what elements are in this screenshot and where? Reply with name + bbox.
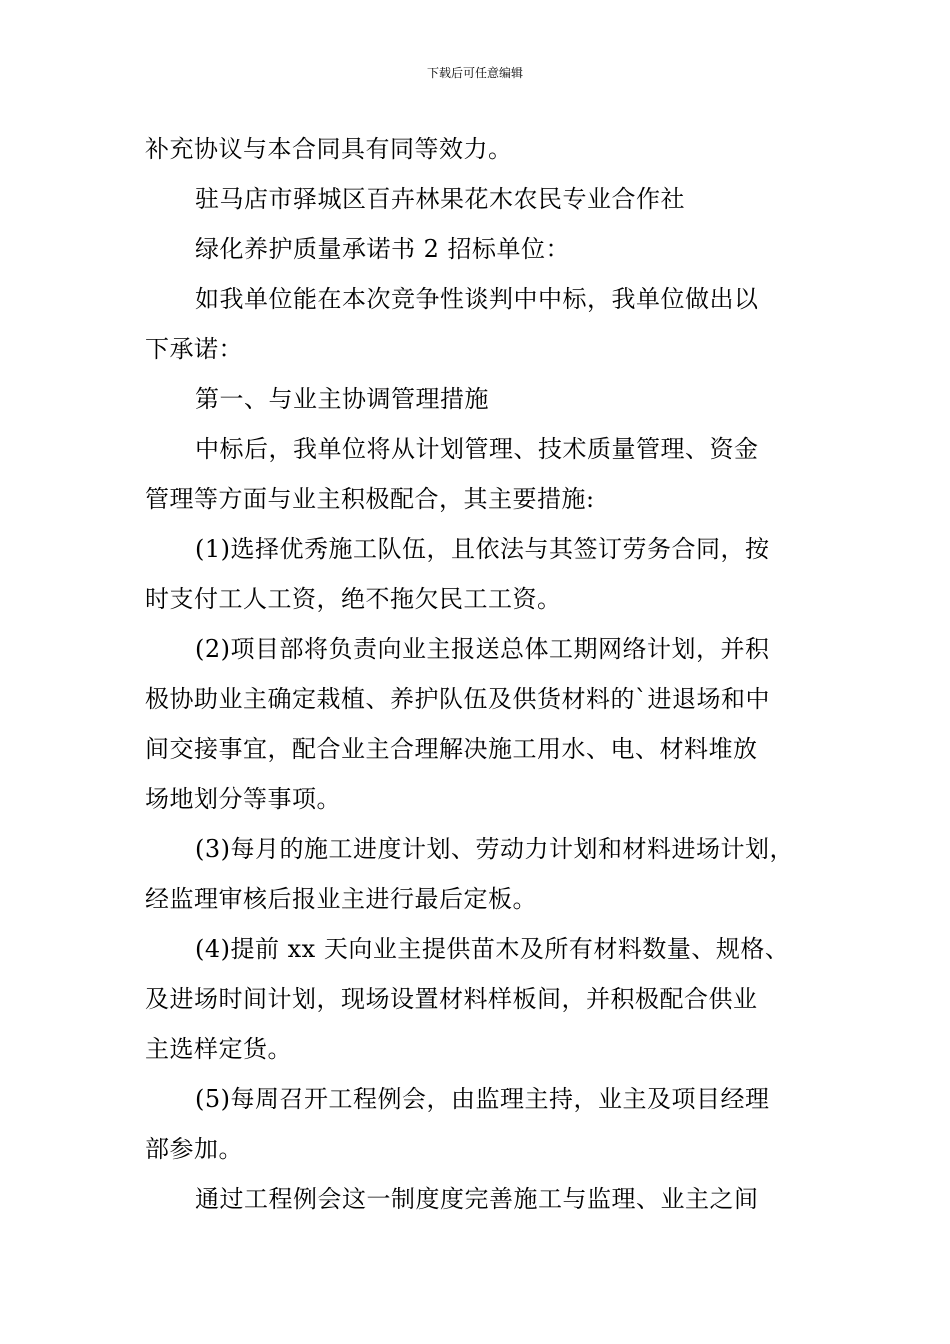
paragraph-12 [145,1174,835,1224]
text-line: 场地划分等事项。 [145,785,341,813]
paragraph-7 [145,524,835,624]
text-line: 中标后，我单位将从计划管理、技术质量管理、资金 [195,435,759,463]
document-body [145,124,835,1224]
paragraph-10 [145,924,835,1074]
text-line: (5)每周召开工程例会，由监理主持，业主及项目经理 [195,1085,770,1113]
paragraph-2 [145,174,835,224]
paragraph-8 [145,624,835,824]
paragraph-3 [145,224,835,274]
text-line: 如我单位能在本次竞争性谈判中中标，我单位做出以 [195,285,759,313]
paragraph-11 [145,1074,835,1174]
text-line: 及进场时间计划，现场设置材料样板间，并积极配合供业 [145,985,758,1013]
text-line: 主选样定货。 [145,1035,292,1063]
text-line: 补充协议与本合同具有同等效力。 [145,135,513,163]
text-line: (2)项目部将负责向业主报送总体工期网络计划，并积 [195,635,770,663]
text-line: 绿化养护质量承诺书 2 招标单位： [195,235,571,263]
text-line: 极协助业主确定栽植、养护队伍及供货材料的`进退场和中 [145,685,770,713]
text-line: (1)选择优秀施工队伍，且依法与其签订劳务合同，按 [195,535,770,563]
page-header-note: 下载后可任意编辑 [426,66,523,80]
paragraph-9 [145,824,835,924]
text-line: (3)每月的施工进度计划、劳动力计划和材料进场计划， [195,835,794,863]
text-line: 下承诺： [145,335,243,363]
text-line: 第一、与业主协调管理措施 [195,385,489,413]
paragraph-4 [145,274,835,374]
text-line: 通过工程例会这一制度度完善施工与监理、业主之间 [195,1185,759,1213]
text-line: 管理等方面与业主积极配合，其主要措施: [145,485,595,513]
text-line: 部参加。 [145,1135,243,1163]
text-line: 时支付工人工资，绝不拖欠民工工资。 [145,585,562,613]
text-line: (4)提前 xx 天向业主提供苗木及所有材料数量、规格、 [195,935,790,963]
text-line: 经监理审核后报业主进行最后定板。 [145,885,537,913]
paragraph-5 [145,374,835,424]
paragraph-1 [145,124,835,174]
text-line: 间交接事宜，配合业主合理解决施工用水、电、材料堆放 [145,735,758,763]
text-line: 驻马店市驿城区百卉林果花木农民专业合作社 [195,185,685,213]
paragraph-6 [145,424,835,524]
